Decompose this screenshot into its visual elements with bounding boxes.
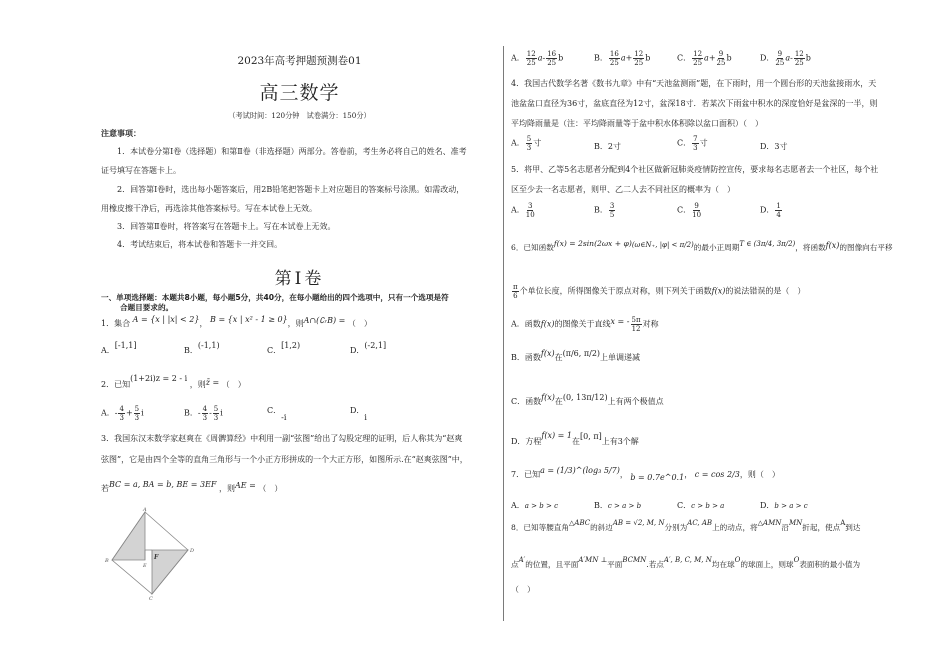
q5-option-b[interactable] <box>594 202 616 219</box>
q8-text: 点 <box>511 560 519 569</box>
numerator: 16 <box>547 50 557 58</box>
q2-then: ，则 <box>189 380 206 389</box>
numerator: 3 <box>609 202 615 210</box>
q8-math: O <box>734 556 741 564</box>
option-fx: f(x) = 1 <box>541 431 573 440</box>
q8-text: 的球面上，则球 <box>740 560 794 569</box>
fraction <box>546 50 557 67</box>
sign: - <box>197 408 201 418</box>
fraction <box>213 405 219 422</box>
q3-condition: BC = a, BA = b, BE = 3EF <box>109 480 217 489</box>
fraction <box>118 405 124 422</box>
fraction <box>794 50 805 67</box>
denominator: 3 <box>134 414 140 422</box>
denominator: 4 <box>776 211 781 219</box>
notice-item-2: 2．回答第Ⅰ卷时，选出每小题答案后，用2B铅笔把答题卡上对应题目的答案标号涂黑。如需改动， <box>117 185 465 194</box>
option-label: D． <box>350 346 365 355</box>
option-label: B． <box>184 408 198 418</box>
denominator: 25 <box>609 59 619 67</box>
numerator: 4 <box>119 405 124 413</box>
q6-fx: f(x) <box>825 241 840 250</box>
q1-prefix: 1．集合 <box>101 319 131 328</box>
option-text: 函数 <box>525 397 542 406</box>
option-text: 在 <box>554 397 563 406</box>
option-interval: [0, π] <box>580 432 602 441</box>
q8-math: △AMN <box>757 519 782 527</box>
option-label: A． <box>511 319 525 329</box>
numerator: 1 <box>776 202 781 210</box>
q6-line2-tail: 的说法错误的是（ ） <box>725 286 806 296</box>
option-label: C． <box>267 406 282 415</box>
option-label: D． <box>760 501 775 510</box>
sign: + <box>125 408 133 418</box>
notice-item-3: 3．回答第Ⅱ卷时，将答案写在答题卡上。写在本试卷上无效。 <box>117 222 336 231</box>
vector-b: b <box>645 53 651 63</box>
vector-b: b <box>805 53 811 63</box>
q8-math: MN <box>788 519 803 527</box>
denominator: 25 <box>794 59 804 67</box>
option-text: 方程 <box>525 437 542 446</box>
denominator: 3 <box>119 414 124 422</box>
option-expr: x = - <box>610 316 630 326</box>
fraction <box>692 135 698 152</box>
q8-math: AB = √2, M, N <box>612 519 665 527</box>
q1-sep: ， <box>199 319 208 328</box>
notice-item-2-cont: 用橡皮擦干净后，再选涂其他答案标号。写在本试卷上无效。 <box>101 204 317 213</box>
option-label: A． <box>511 53 525 63</box>
q8-math: A′MN ⊥ <box>578 556 608 564</box>
q8-math: △ABC <box>569 519 591 527</box>
option-value: c > a > b <box>607 502 642 510</box>
subject-title: 高三数学 <box>259 82 340 104</box>
q8-text: 均在球 <box>711 560 735 569</box>
option-label: A． <box>511 501 525 510</box>
numerator: 7 <box>693 135 698 143</box>
q6-period: T ∈ (3π/4, 3π/2) <box>739 240 796 248</box>
q6-line2-text: 个单位长度，所得图像关于原点对称，则下列关于函数 <box>519 286 712 296</box>
notice-heading: 注意事项： <box>101 129 141 138</box>
q5-option-d[interactable] <box>760 202 783 219</box>
q8-math: BCMN <box>622 556 647 564</box>
q5-option-a[interactable] <box>511 202 536 219</box>
q7-b: b = 0.7e^0.1 <box>630 473 685 482</box>
q2-expr2: z̄ = <box>205 378 220 387</box>
option-label: A． <box>101 408 115 418</box>
fraction <box>202 405 208 422</box>
option-value: [1,2) <box>281 341 301 350</box>
option-fx: f(x) <box>541 393 555 402</box>
numerator: 9 <box>694 202 699 210</box>
sign: - <box>790 53 793 63</box>
question-7: 7．已知a = (1/3)^(log₃ 5/7)， b = 0.7e^0.1， c = cos 2/3，则（ ） <box>511 466 780 482</box>
fraction <box>633 50 644 67</box>
q3-option-b[interactable] <box>594 50 650 67</box>
q7-option-d[interactable] <box>760 500 808 511</box>
option-label: B． <box>594 501 608 510</box>
question-4-line-2: 池盆盆口直径为36寸，盆底直径为12寸，盆深18寸．若某次下雨盆中积水的深度恰好是盆深的一半，则 <box>511 99 878 108</box>
section-instructions-cont: 合题目要求的。 <box>120 303 174 312</box>
option-text: 在 <box>554 353 563 362</box>
denominator: 3 <box>213 414 219 422</box>
q8-text: 的斜边 <box>590 523 613 532</box>
option-value: (-1,1) <box>197 341 220 350</box>
question-4-line-3: 平均降雨量是（注：平均降雨量等于盆中积水体积除以盆口面积）（ ） <box>511 119 763 128</box>
option-value: i <box>364 413 367 422</box>
option-label: B． <box>184 346 198 355</box>
numerator: 5 <box>134 405 140 413</box>
q4-option-a[interactable] <box>511 135 541 152</box>
numerator: 12 <box>526 50 536 58</box>
fraction <box>512 283 519 300</box>
q1-then: ，则 <box>287 319 304 328</box>
option-label: C． <box>267 346 282 355</box>
numerator: 4 <box>202 405 208 413</box>
denominator: 25 <box>547 59 557 67</box>
vector-a: a <box>537 53 543 63</box>
option-text: 在 <box>572 437 581 446</box>
question-8-line-2 <box>511 556 861 570</box>
q8-text: 到达 <box>845 523 861 532</box>
notice-item-1: 1．本试卷分第Ⅰ卷（选择题）和第Ⅱ卷（非选择题）两部分。答卷前，考生务必将自己的姓名、准考 <box>117 147 467 156</box>
question-6-line-2 <box>511 283 805 300</box>
denominator: 25 <box>716 59 726 67</box>
q7-a: a = (1/3)^(log₃ 5/7) <box>540 466 620 475</box>
vector-a: a <box>620 53 626 63</box>
q8-math: O <box>793 556 800 564</box>
string-diagram <box>103 506 198 601</box>
denominator: 12 <box>631 325 641 333</box>
q4-option-b[interactable] <box>594 141 621 152</box>
q2-prefix: 2．已知 <box>101 380 131 389</box>
q1-option-b[interactable] <box>184 341 220 356</box>
question-8-line-3: （ ） <box>511 585 535 594</box>
option-fx: f(x) <box>540 349 555 358</box>
sign: - <box>114 408 118 418</box>
question-6-line-1 <box>511 239 893 253</box>
question-4-line-1: 4．我国古代数学名著《数书九章》中有“天池盆测雨”题，在下雨时，用一个圆台形的天池盆接雨水，天 <box>511 79 877 88</box>
label-e: E <box>143 563 147 569</box>
option-label: B． <box>594 53 608 63</box>
fraction <box>609 202 615 219</box>
option-label: A． <box>511 205 525 215</box>
notice-item-1-cont: 证号填写在答题卡上。 <box>101 166 181 175</box>
option-label: C． <box>677 205 692 215</box>
fraction <box>631 316 642 333</box>
option-interval: (π/6, π/2) <box>562 349 601 358</box>
option-label: D． <box>760 205 775 215</box>
q1-option-a[interactable] <box>101 341 137 356</box>
vector-a: a <box>704 53 709 63</box>
q8-text: 的位置，且平面 <box>525 560 579 569</box>
label-b: B <box>105 558 109 564</box>
q1-option-c[interactable] <box>267 341 301 356</box>
q4-option-c[interactable] <box>677 135 708 152</box>
option-text: 上单调递减 <box>600 353 641 362</box>
option-text: 上有两个极值点 <box>607 397 664 406</box>
q8-text: 分别为 <box>664 523 688 532</box>
denominator: 3 <box>202 414 208 422</box>
question-3-line-3 <box>101 480 283 494</box>
q8-text: 沿 <box>781 523 789 532</box>
q6-prefix: 6．已知函数 <box>511 243 554 252</box>
q7-then: ，则（ ） <box>739 470 780 479</box>
label-d: D <box>190 548 195 554</box>
q6-line2-fx: f(x) <box>711 286 726 296</box>
question-3-line-2: 弦图”，它是由四个全等的直角三角形与一个小正方形拼成的一个大正方形，如图所示.在“赵爽弦图”中， <box>101 455 468 464</box>
q8-math: A′, B, C, M, N <box>663 556 712 564</box>
numerator: 5π <box>631 316 641 324</box>
sign: + <box>625 53 633 63</box>
q8-text: 8．已知等腰直角 <box>511 523 569 532</box>
question-1 <box>101 315 372 329</box>
q8-math: AC, AB <box>687 519 713 527</box>
q6-option-a[interactable] <box>511 316 659 333</box>
series-title: 2023年高考押题预测卷01 <box>237 55 362 67</box>
question-5-line-2: 区至少去一名志愿者，则甲、乙二人去不同社区的概率为（ ） <box>511 185 735 194</box>
numerator: π <box>513 283 518 291</box>
option-value: -i <box>281 413 287 422</box>
option-value: 3寸 <box>774 142 788 151</box>
option-label: A． <box>511 138 525 148</box>
option-text: 上有3个解 <box>601 437 639 446</box>
fraction <box>609 50 620 67</box>
q3-then: ，则 <box>218 484 235 493</box>
option-value: c > b > a <box>691 502 725 510</box>
label-a: A <box>143 507 147 513</box>
option-label: C． <box>511 397 526 406</box>
q3-option-c[interactable] <box>677 50 732 67</box>
option-value: a > b > c <box>524 502 558 510</box>
q2-option-c[interactable] <box>267 406 287 422</box>
denominator: 25 <box>526 59 536 67</box>
question-8-line-1 <box>511 519 861 533</box>
section-instructions: 一、单项选择题：本题共8小题，每小题5分，共40分，在每小题给出的四个选项中，只有一个选项是符 <box>101 293 449 302</box>
denominator: 5 <box>609 211 615 219</box>
q6-option-d[interactable] <box>511 431 639 447</box>
label-f: F <box>154 554 159 561</box>
option-label: D． <box>760 53 775 63</box>
option-value: b > a > c <box>774 502 808 510</box>
q6-tail: 的图像向右平移 <box>839 243 893 252</box>
denominator: 3 <box>526 144 532 152</box>
denominator: 25 <box>693 59 703 67</box>
option-text: 函数 <box>524 353 541 362</box>
imag-unit: i <box>141 408 144 418</box>
option-value: (-2,1] <box>364 341 387 350</box>
fraction <box>134 405 140 422</box>
volume-title: 第Ⅰ卷 <box>274 269 325 289</box>
option-text: 的图像关于直线 <box>554 319 611 329</box>
q3-expr: AE = <box>234 481 256 490</box>
numerator: 12 <box>634 50 644 58</box>
option-label: D． <box>511 437 526 446</box>
fraction <box>692 50 703 67</box>
q7-option-b[interactable] <box>594 500 641 511</box>
option-label: B． <box>594 205 608 215</box>
zhao-shuang-figure <box>103 506 198 605</box>
q6-mid2: ，将函数 <box>795 243 826 252</box>
numerator: 9 <box>777 50 783 58</box>
label-c: C <box>149 596 153 601</box>
q7-option-c[interactable] <box>677 500 724 511</box>
q2-blank: （ ） <box>221 380 246 389</box>
option-label: B． <box>594 142 608 151</box>
option-label: B． <box>511 353 525 362</box>
q8-text: 上的动点，将 <box>712 523 758 532</box>
q8-math: A′ <box>518 556 526 564</box>
option-text: 函数 <box>524 319 541 329</box>
q6-condition: (ω∈N₊, |φ| < π/2) <box>631 241 694 249</box>
denominator: 3 <box>693 144 698 152</box>
denominator: 10 <box>692 211 702 219</box>
option-label: A． <box>101 346 115 355</box>
q1-option-d[interactable] <box>350 341 387 356</box>
column-divider <box>503 46 504 621</box>
numerator: 12 <box>794 50 804 58</box>
option-label: C． <box>677 501 692 510</box>
q1-set-a: A = {x | |x| < 2} <box>132 315 200 324</box>
q7-c: c = cos 2/3 <box>694 470 740 479</box>
sign: - <box>209 408 212 418</box>
fraction <box>526 50 537 67</box>
q2-option-a[interactable] <box>101 405 144 422</box>
q2-option-d[interactable] <box>350 406 367 422</box>
q6-function: f(x) = 2sin(2ωx + φ) <box>553 239 632 248</box>
q7-option-a[interactable] <box>511 500 558 511</box>
fraction <box>526 202 535 219</box>
q8-math: A <box>840 519 846 527</box>
fraction <box>692 202 701 219</box>
numerator: 16 <box>609 50 619 58</box>
option-value: 2寸 <box>607 142 621 151</box>
fraction <box>526 135 532 152</box>
unit: 寸 <box>699 138 708 148</box>
q3-prefix: 若 <box>101 484 109 493</box>
q1-expr: A∩(∁ᵣB) = <box>303 316 346 325</box>
fraction <box>775 202 781 219</box>
fraction <box>717 50 726 67</box>
numerator: 9 <box>718 50 724 58</box>
q8-text: 平面 <box>607 560 623 569</box>
q5-option-c[interactable] <box>677 202 702 219</box>
q6-option-b[interactable] <box>511 349 641 363</box>
option-label: D． <box>350 406 365 415</box>
q1-blank: （ ） <box>347 319 372 328</box>
numerator: 3 <box>528 202 533 210</box>
q6-option-c[interactable] <box>511 393 664 407</box>
denominator: 25 <box>634 59 644 67</box>
numerator: 5 <box>526 135 532 143</box>
question-2 <box>101 374 246 390</box>
imag-unit: i <box>220 408 223 418</box>
q4-option-d[interactable] <box>760 141 788 152</box>
q3-option-d[interactable] <box>760 50 811 67</box>
unit: 寸 <box>533 138 542 148</box>
fraction <box>775 50 784 67</box>
q2-expr: (1+2i)z = 2 - i <box>130 374 188 383</box>
numerator: 5 <box>213 405 219 413</box>
sign: + <box>708 53 716 63</box>
q8-text: 折起，使点 <box>802 523 841 532</box>
question-5-line-1: 5．将甲、乙等5名志愿者分配到4个社区做新冠肺炎疫情防控宣传，要求每名志愿者去一个社区，每个社 <box>511 165 879 174</box>
option-label: C． <box>677 53 692 63</box>
option-value: [-1,1] <box>114 341 137 350</box>
denominator: 10 <box>525 211 535 219</box>
option-interval: (0, 13π/12) <box>562 393 608 402</box>
q8-text: 表面积的最小值为 <box>799 560 861 569</box>
q1-set-b: B = {x | x² - 1 ≥ 0} <box>210 315 288 324</box>
sign: - <box>542 53 546 63</box>
denominator: 25 <box>775 59 785 67</box>
notice-item-4: 4．考试结束后，将本试卷和答题卡一并交回。 <box>117 240 283 249</box>
numerator: 12 <box>693 50 703 58</box>
option-label: D． <box>760 142 775 151</box>
option-text: 对称 <box>642 319 659 329</box>
q2-option-b[interactable] <box>184 405 223 422</box>
exam-info: （考试时间：120分钟 试卷满分：150分） <box>228 111 371 120</box>
option-label: C． <box>677 138 692 148</box>
q3-option-a[interactable] <box>511 50 563 67</box>
vector-a: a <box>785 53 791 63</box>
q7-prefix: 7．已知 <box>511 470 541 479</box>
vector-b: b <box>558 53 564 63</box>
denominator: 6 <box>513 292 518 300</box>
q8-text: .若点 <box>646 560 664 569</box>
question-3-line-1: 3．我国东汉末数学家赵爽在《周髀算经》中利用一副“弦图”给出了勾股定理的证明，后人称其为“赵爽 <box>101 434 463 443</box>
q6-mid: 的最小正周期 <box>693 243 740 252</box>
q3-blank: （ ） <box>258 484 283 493</box>
option-fx: f(x) <box>540 319 555 329</box>
vector-b: b <box>726 53 732 63</box>
